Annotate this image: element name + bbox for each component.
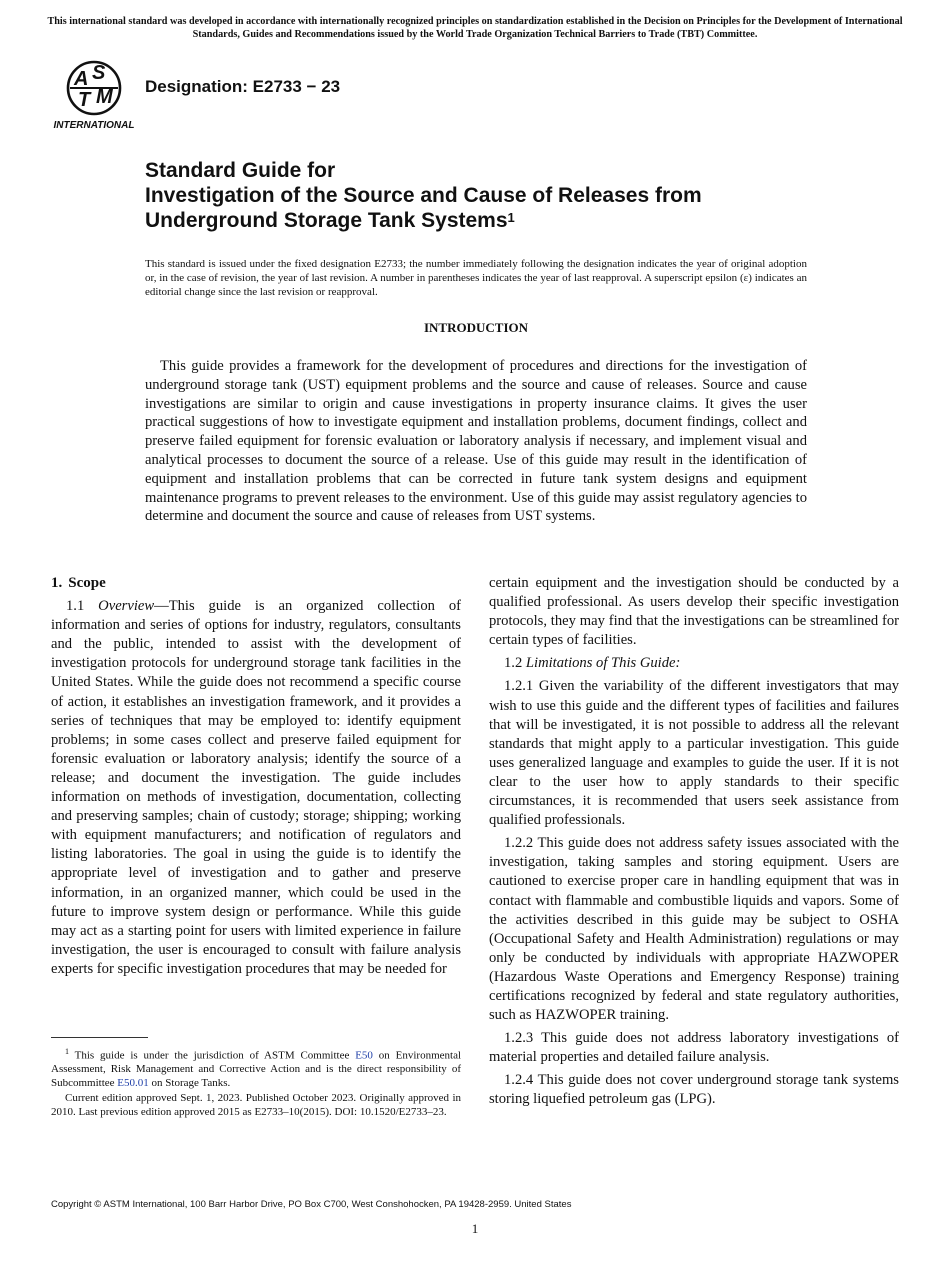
- paragraph-number: 1.1: [66, 598, 85, 615]
- introduction-text: This guide provides a framework for the development of procedures and directions for the investigation of underground storage tank (UST) equipment problems and the source and cause of releases. Source and cause investigations are similar to origin and cause investigations in property insurance claims. It gives the user practical suggestions of how to investigate equipment and installation problems, document findings, collect and preserve failed equipment for forensic evaluation or laboratory analysis if necessary, and implement visual and analytical processes to document the source of a release. Use of this guide may result in the identification of equipment and installation problems that can be corrected in future tank system designs and equipment maintenance programs to prevent releases to the environment. Use of this guide may assist regulatory agencies to determine and document the source and cause of releases from UST systems.: [145, 358, 807, 525]
- right-column: [489, 574, 899, 1114]
- subcommittee-e50-01-link[interactable]: E50.01: [117, 1076, 149, 1089]
- designation: Designation: E2733 − 23: [145, 77, 341, 96]
- svg-text:S: S: [92, 62, 106, 84]
- astm-logo-icon: [52, 54, 136, 132]
- standard-notice: This international standard was developed in accordance with internationally recognized principles on standardization established in the Decision on Principles for the Development of International Standards, Guides and Recommendations issued by the World Trade Organization Technical Barriers to Trade (TBT) Committee.: [47, 16, 903, 40]
- paragraph-number: 1.2: [504, 655, 523, 672]
- issue-note: This standard is issued under the fixed designation E2733; the number immediately following the designation indicates the year of original adoption or, in the case of revision, the year of last revision. A number in parentheses indicates the year of last reapproval. A superscript epsilon (ε) indicates an editorial change since the last revision or reapproval.: [145, 258, 807, 298]
- page-number: 1: [471, 1221, 479, 1236]
- title-line-3: [145, 208, 865, 233]
- left-column: [51, 574, 461, 983]
- title-footnote-ref: 1: [507, 210, 515, 225]
- paragraph-number: 1.2.3: [504, 1030, 534, 1047]
- title-line-3-text: Underground Storage Tank Systems: [145, 209, 508, 232]
- footnote-text: on Environmental Assessment, Risk Management and Corrective Action and is the direct responsibility of Subcommittee: [51, 1049, 462, 1089]
- copyright-notice: Copyright © ASTM International, 100 Barr Harbor Drive, PO Box C700, West Conshohocken, PA 19428-2959. United States: [51, 1199, 572, 1210]
- astm-logo: [52, 54, 136, 132]
- section-number: 1.: [51, 575, 63, 591]
- document-title: [145, 158, 865, 233]
- introduction-heading: INTRODUCTION: [423, 320, 528, 335]
- paragraph-text: Given the variability of the different investigators that may wish to use this guide and the different types of facilities and failures that will be investigated, it is not possible to address all the relevant standards that might apply to a particular investigation. This guide uses generalized language and examples to guide the user. If it is not clear to the user how to apply standards to their specific circumstances, it is recommended that users seek assistance from qualified professionals.: [489, 678, 899, 829]
- paragraph-label: Limitations of This Guide:: [525, 655, 681, 672]
- paragraph-1-2-1: [489, 677, 899, 830]
- paragraph-text: This guide does not address safety issues associated with the investigation, taking samples and storing equipment. Users are cautioned to exercise proper care in handling equipment that was in contact with flammable and combustible liquids and vapors. Some of the activities described in this guide may be subject to OSHA (Occupational Safety and Health Administration) regulations or may only be conducted by individuals with appropriate HAZWOPER (Hazardous Waste Operations and Emergency Response) training certifications recognized by federal and state regulatory authorities, such as HAZWOPER training.: [489, 835, 899, 1024]
- svg-text:A: A: [74, 68, 89, 90]
- section-title: Scope: [68, 575, 106, 591]
- paragraph-1-2: [489, 654, 899, 673]
- paragraph-1-2-4: [489, 1071, 899, 1109]
- paragraph-text: This guide does not address laboratory investigations of material properties and detailed failure analysis.: [489, 1030, 899, 1066]
- footnotes: [51, 1045, 461, 1121]
- paragraph-number: 1.2.2: [504, 835, 534, 852]
- paragraph-text: —This guide is an organized collection of information and series of options for industry, regulators, consultants and the public, intended to assist with the development of investigation protocols for underground storage tank facilities in the United States. While the guide does not recommend a specific course of action, it establishes an investigation framework, and it provides a series of techniques that may be employed to: identify equipment problems; in some cases collect and preserve failed equipment for forensic evaluation or laboratory analysis; identify the source of a release; and document the investigation. The guide includes information on methods of investigation, documentation, collecting and preserving samples; chain of custody; storage; shipping; working with equipment manufacturers; and notification of regulators and listing laboratories. The goal in using the guide is to identify the appropriate level of investigation and to gather and preserve information, in an organized manner, which could be used in the future to improve system design or performance. While this guide may act as a starting point for users with limited experience in failure investigation, the user is encouraged to consult with failure analysis experts for specific investigation procedures that may be needed for: [51, 598, 461, 977]
- footnote-text: on Storage Tanks.: [151, 1076, 231, 1089]
- svg-text:M: M: [96, 86, 113, 108]
- paragraph-1-2-2: [489, 834, 899, 1025]
- paragraph-1-1-continued: certain equipment and the investigation should be conducted by a qualified professional. As users develop their specific investigation protocols, they may find that the investigations can be streamlined for certain types of facilities.: [489, 575, 899, 649]
- footnote-1: [51, 1045, 461, 1090]
- footnote-marker: 1: [65, 1047, 69, 1056]
- paragraph-1-2-3: [489, 1029, 899, 1067]
- svg-text:T: T: [78, 89, 91, 111]
- footnote-divider: [51, 1037, 148, 1038]
- footnote-edition: Current edition approved Sept. 1, 2023. Published October 2023. Originally approved in 2010. Last previous edition approved 2015 as E2733–10(2015). DOI: 10.1520/E2733–23.: [51, 1092, 461, 1118]
- paragraph-number: 1.2.1: [504, 678, 534, 695]
- committee-e50-link[interactable]: E50: [355, 1049, 373, 1062]
- logo-org-text: INTERNATIONAL: [53, 120, 135, 131]
- paragraph-label: Overview: [98, 598, 155, 615]
- footnote-text: This guide is under the jurisdiction of ASTM Committee: [74, 1049, 350, 1062]
- paragraph-number: 1.2.4: [504, 1072, 534, 1089]
- paragraph-1-1: [51, 597, 461, 979]
- title-line-1: Standard Guide for: [145, 159, 336, 182]
- title-line-2: Investigation of the Source and Cause of Releases from: [145, 184, 702, 207]
- section-heading-scope: [51, 574, 461, 593]
- paragraph-text: This guide does not cover underground storage tank systems storing liquefied petroleum gas (LPG).: [489, 1072, 899, 1108]
